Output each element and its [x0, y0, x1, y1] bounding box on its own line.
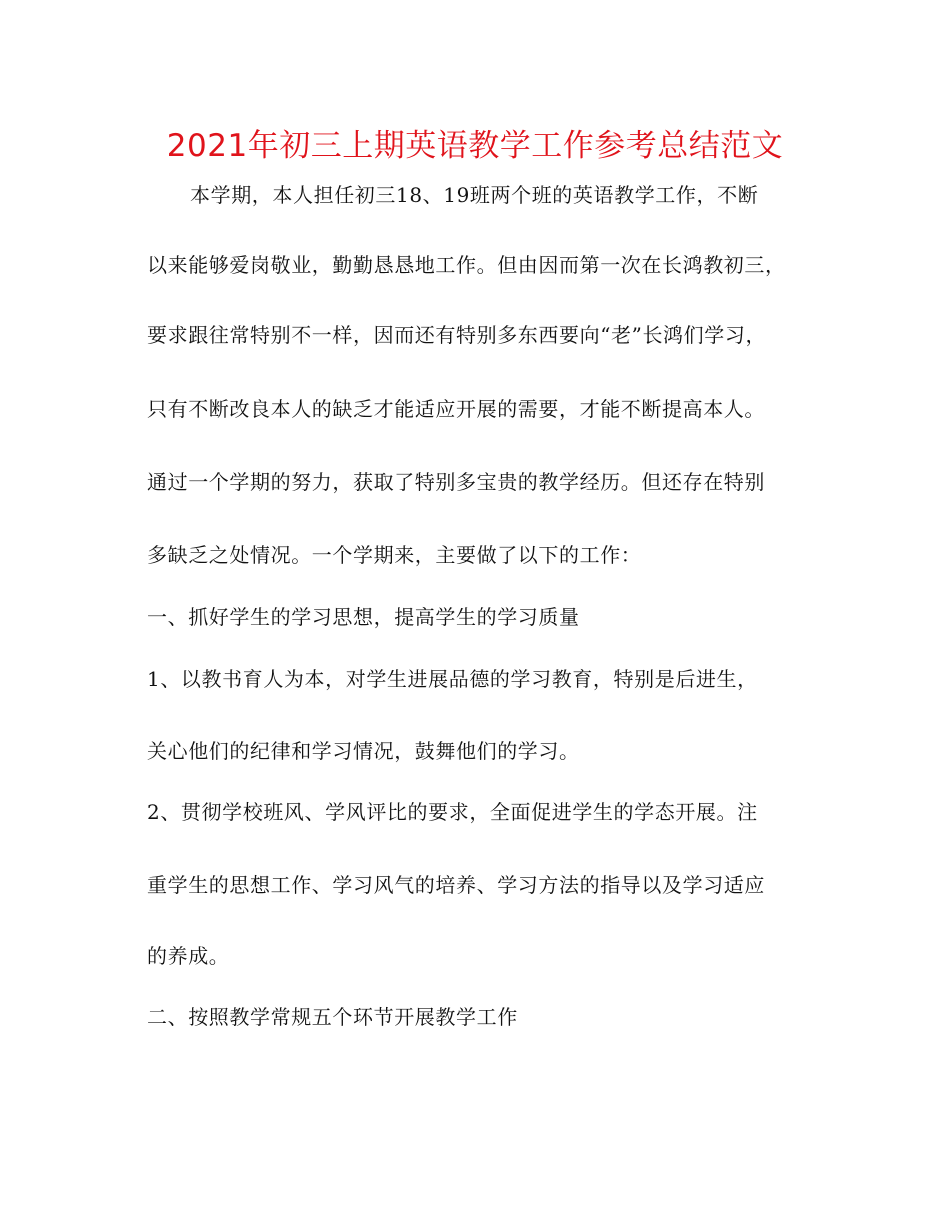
document-title: 2021年初三上期英语教学工作参考总结范文 [166, 128, 784, 164]
paragraph-line: 通过一个学期的努力，获取了特别多宝贵的教学经历。但还存在特别 [147, 470, 765, 494]
paragraph-line: 的养成。 [147, 944, 230, 968]
paragraph-line: 关心他们的纪律和学习情况，鼓舞他们的学习。 [147, 739, 580, 763]
paragraph-line: 本学期，本人担任初三18、19班两个班的英语教学工作，不断 [190, 183, 759, 207]
paragraph-line: 只有不断改良本人的缺乏才能适应开展的需要，才能不断提高本人。 [147, 397, 765, 421]
paragraph-line: 2、贯彻学校班风、学风评比的要求，全面促进学生的学态开展。注 [147, 800, 758, 824]
paragraph-line: 重学生的思想工作、学习风气的培养、学习方法的指导以及学习适应 [147, 873, 765, 897]
paragraph-line: 要求跟往常特别不一样，因而还有特别多东西要向“老”长鸿们学习， [147, 323, 767, 347]
section-heading: 二、按照教学常规五个环节开展教学工作 [147, 1005, 518, 1029]
paragraph-line: 多缺乏之处情况。一个学期来，主要做了以下的工作： [147, 543, 642, 567]
paragraph-line: 1、以教书育人为本，对学生进展品德的学习教育，特别是后进生， [147, 667, 758, 691]
paragraph-line: 以来能够爱岗敬业，勤勤恳恳地工作。但由因而第一次在长鸿教初三， [147, 253, 786, 277]
section-heading: 一、抓好学生的学习思想，提高学生的学习质量 [147, 605, 580, 629]
